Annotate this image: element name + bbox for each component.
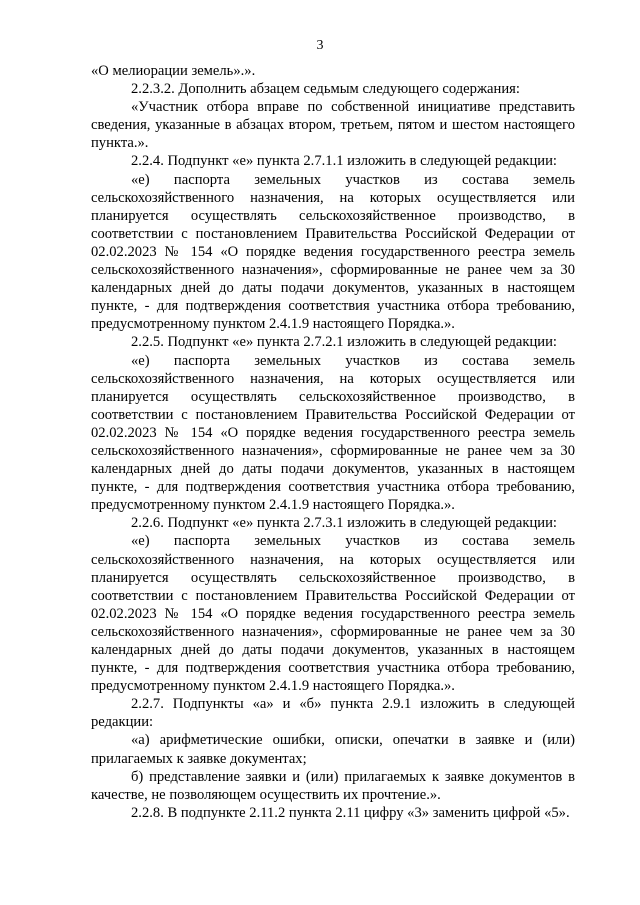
paragraph-quote-b: б) представление заявки и (или) прилагаемых к заявке документов в качестве, не позволяющем осуществить их прочтение.».	[91, 768, 575, 803]
paragraph-quote-e-2-7-1-1: «е) паспорта земельных участков из состава земель сельскохозяйственного назначения, на которых осуществляется или планируется осуществлять сельскохозяйственное производство, в соответствии с постановлением Правительства Российской Федерации от 02.02.2023 № 154 «О порядке ведения государственного реестра земель сельскохозяйственного назначения», сформированные не ранее чем за 30 календарных дней до даты подачи документов, указанных в настоящем пункте, - для подтверждения соответствия участника отбора требованию, предусмотренному пунктом 2.4.1.9 настоящего Порядка.».	[91, 171, 575, 333]
paragraph-quote-e-2-7-2-1: «е) паспорта земельных участков из состава земель сельскохозяйственного назначения, на которых осуществляется или планируется осуществлять сельскохозяйственное производство, в соответствии с постановлением Правительства Российской Федерации от 02.02.2023 № 154 «О порядке ведения государственного реестра земель сельскохозяйственного назначения», сформированные не ранее чем за 30 календарных дней до даты подачи документов, указанных в настоящем пункте, - для подтверждения соответствия участника отбора требованию, предусмотренному пунктом 2.4.1.9 настоящего Порядка.».	[91, 352, 575, 514]
paragraph-2-2-3-2: 2.2.3.2. Дополнить абзацем седьмым следующего содержания:	[131, 81, 520, 98]
paragraph-quote-a: «а) арифметические ошибки, описки, опечатки в заявке и (или) прилагаемых к заявке документах;	[91, 732, 575, 767]
paragraph-2-2-7: 2.2.7. Подпункты «а» и «б» пункта 2.9.1 изложить в следующей редакции:	[91, 696, 575, 731]
paragraph-quote-e-2-7-3-1: «е) паспорта земельных участков из состава земель сельскохозяйственного назначения, на которых осуществляется или планируется осуществлять сельскохозяйственное производство, в соответствии с постановлением Правительства Российской Федерации от 02.02.2023 № 154 «О порядке ведения государственного реестра земель сельскохозяйственного назначения», сформированные не ранее чем за 30 календарных дней до даты подачи документов, указанных в настоящем пункте, - для подтверждения соответствия участника отбора требованию, предусмотренному пунктом 2.4.1.9 настоящего Порядка.».	[91, 533, 575, 695]
paragraph-2-2-8: 2.2.8. В подпункте 2.11.2 пункта 2.11 цифру «3» заменить цифрой «5».	[131, 804, 570, 821]
document-body	[91, 62, 575, 822]
paragraph-2-2-6: 2.2.6. Подпункт «е» пункта 2.7.3.1 изложить в следующей редакции:	[131, 515, 557, 532]
page-number: 3	[316, 38, 324, 53]
paragraph-continuation: «О мелиорации земель».».	[91, 63, 256, 79]
paragraph-2-2-4: 2.2.4. Подпункт «е» пункта 2.7.1.1 изложить в следующей редакции:	[131, 153, 557, 170]
paragraph-quote-participant: «Участник отбора вправе по собственной инициативе представить сведения, указанные в абзацах втором, третьем, пятом и шестом настоящего пункта.».	[91, 99, 575, 152]
paragraph-2-2-5: 2.2.5. Подпункт «е» пункта 2.7.2.1 изложить в следующей редакции:	[131, 334, 557, 351]
